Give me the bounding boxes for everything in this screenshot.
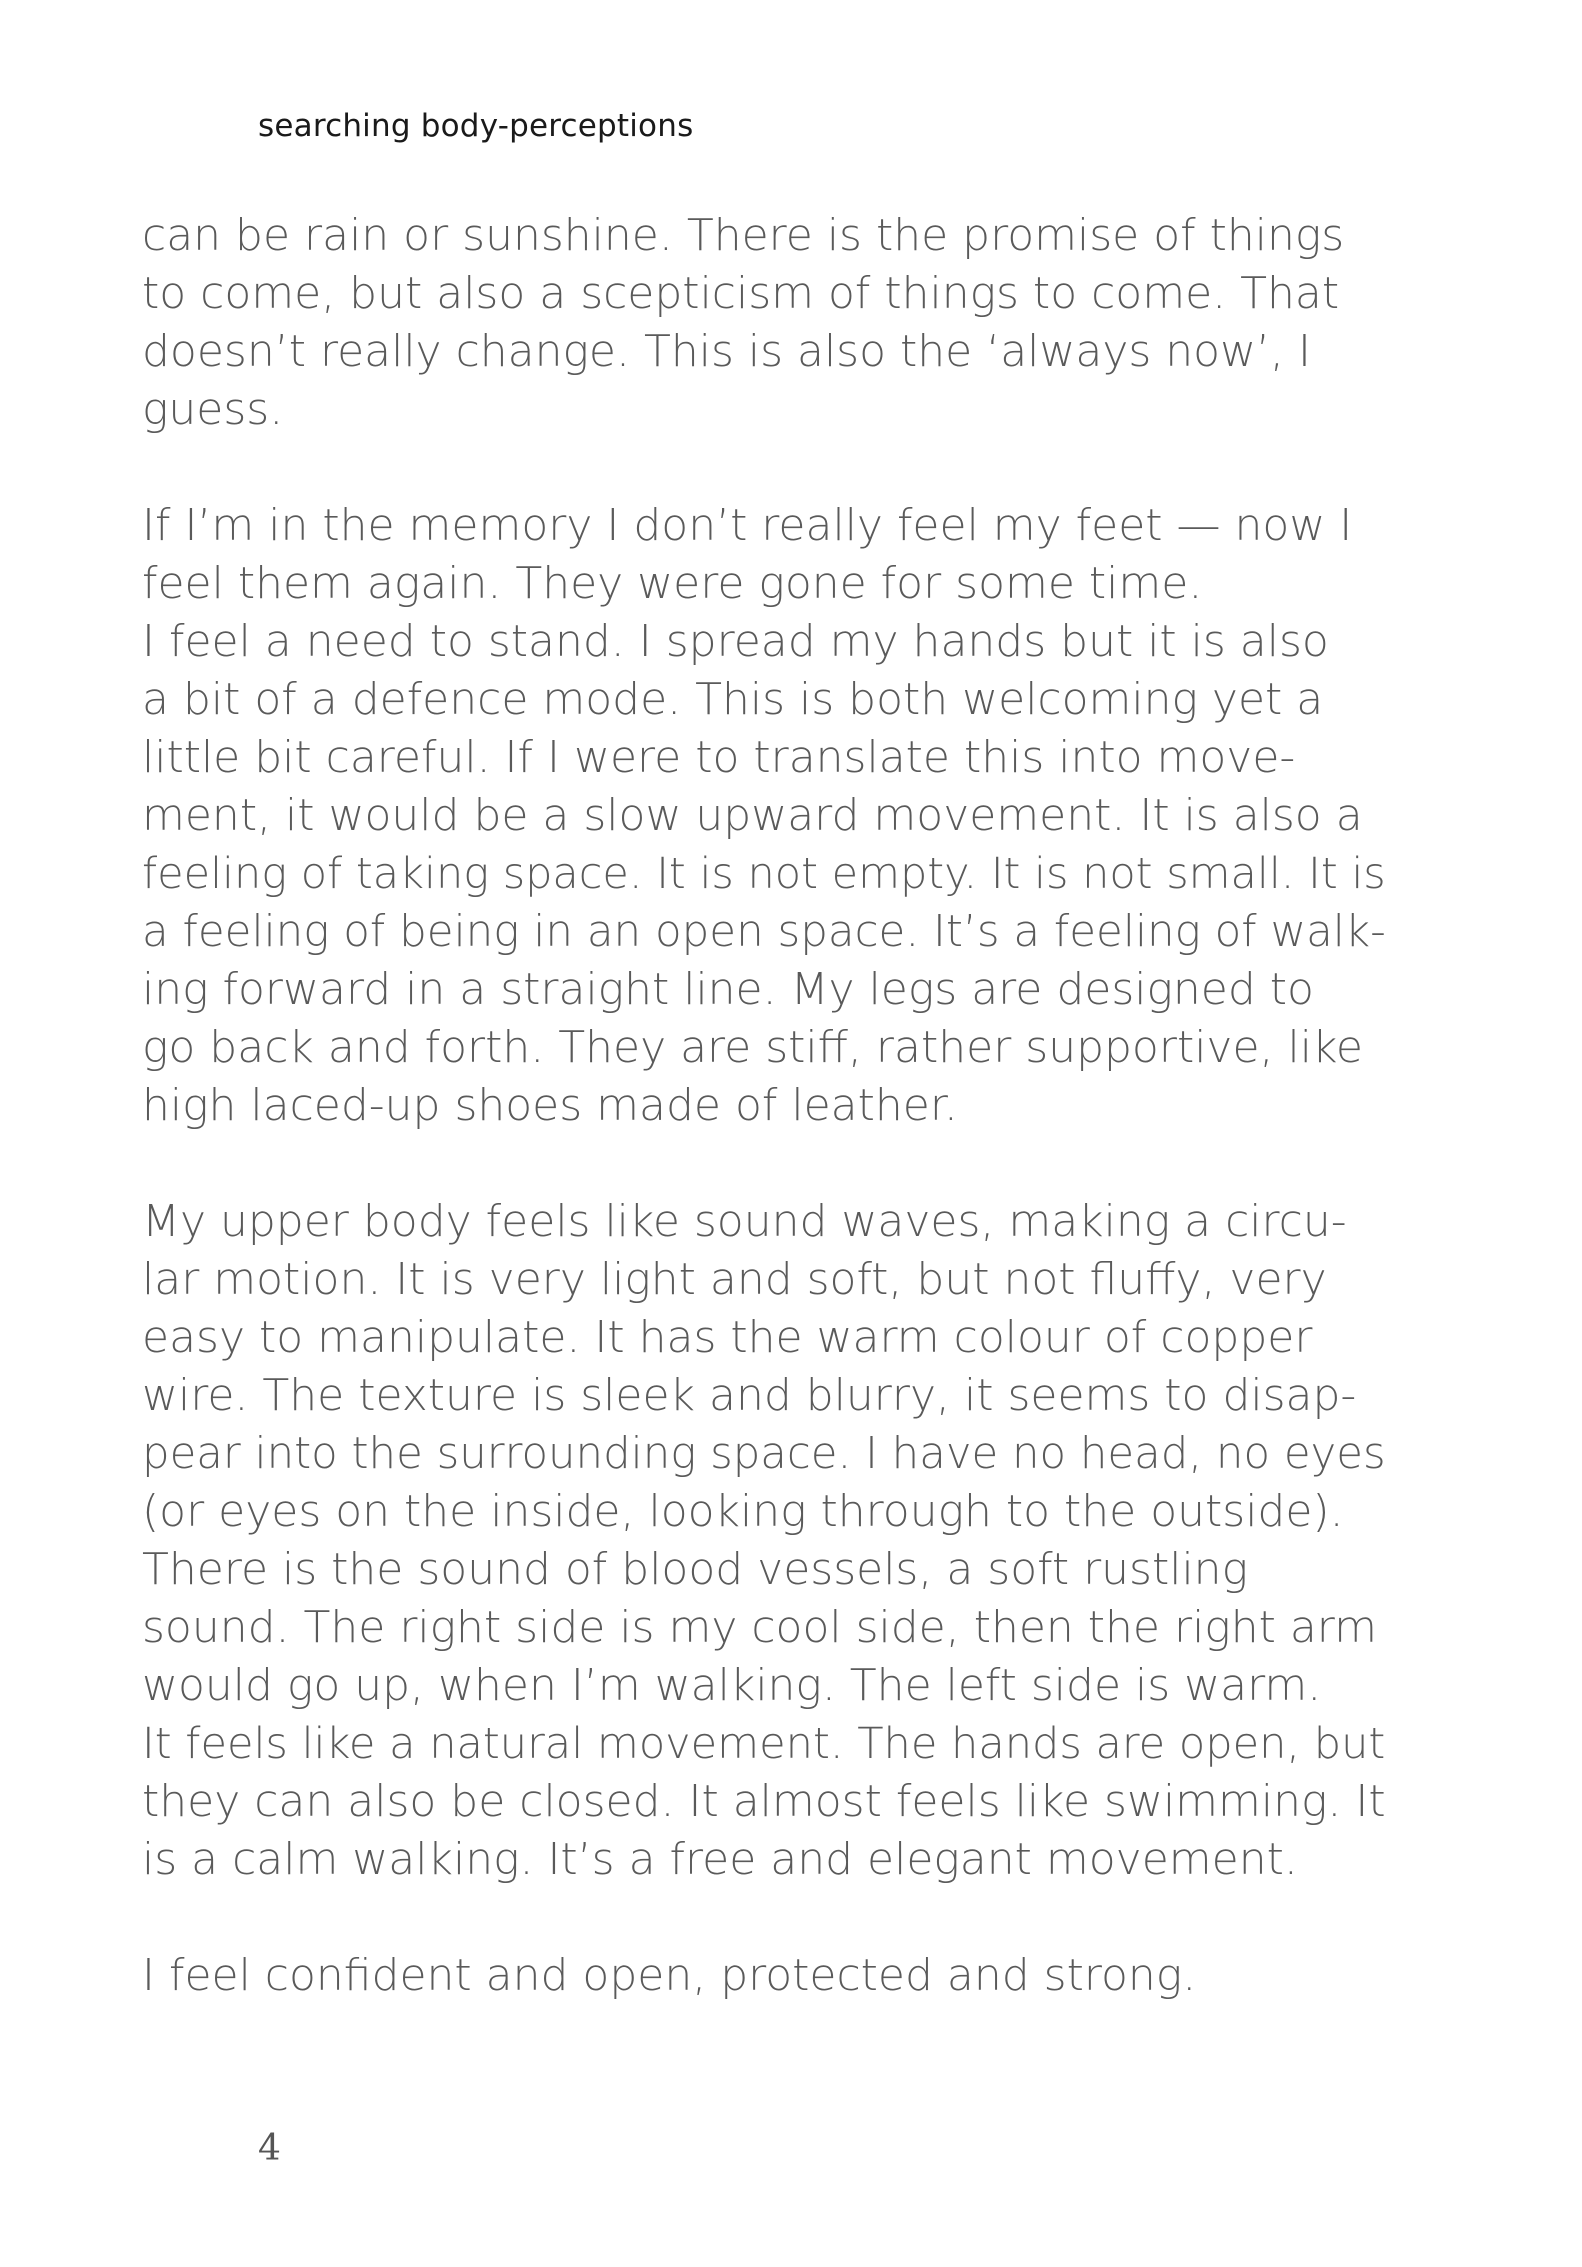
text-line: doesn’t really change. This is also the ‘always now’, I bbox=[142, 326, 1312, 377]
text-line: feel them again. They were gone for some time. bbox=[142, 558, 1203, 609]
text-line: high laced-up shoes made of leather. bbox=[142, 1080, 958, 1131]
text-line: feeling of taking space. It is not empty. It is not small. It is bbox=[142, 849, 1386, 899]
text-line: ment, it would be a slow upward movement. It is also a bbox=[142, 790, 1363, 841]
text-line: (or eyes on the inside, looking through to the outside). bbox=[142, 1486, 1344, 1537]
text-line: can be rain or sunshine. There is the promise of things bbox=[142, 210, 1345, 261]
text-line: easy to manipulate. It has the warm colour of copper bbox=[142, 1312, 1313, 1363]
text-line: If I’m in the memory I don’t really feel my feet — now I bbox=[142, 500, 1353, 551]
paragraph-4 bbox=[142, 1947, 1392, 2005]
paragraph-gap bbox=[142, 1889, 1392, 1947]
text-line: is a calm walking. It’s a free and elegant movement. bbox=[142, 1834, 1298, 1885]
text-line: My upper body feels like sound waves, making a circu- bbox=[142, 1196, 1347, 1247]
text-line: ing forward in a straight line. My legs are designed to bbox=[142, 964, 1314, 1015]
text-line: sound. The right side is my cool side, then the right arm bbox=[142, 1602, 1377, 1653]
text-line: I feel confident and open, protected and strong. bbox=[142, 1950, 1197, 2001]
body-text bbox=[142, 207, 1392, 2005]
text-line: wire. The texture is sleek and blurry, it seems to disap- bbox=[142, 1370, 1357, 1421]
paragraph-3 bbox=[142, 1193, 1392, 1889]
text-line: There is the sound of blood vessels, a soft rustling bbox=[142, 1544, 1248, 1595]
text-line: It feels like a natural movement. The hands are open, but bbox=[142, 1719, 1386, 1769]
text-line: a bit of a defence mode. This is both welcoming yet a bbox=[142, 674, 1324, 725]
paragraph-2 bbox=[142, 497, 1392, 1135]
text-line: I feel a need to stand. I spread my hands but it is also bbox=[142, 616, 1329, 667]
running-header: searching body-perceptions bbox=[258, 108, 694, 144]
text-line: guess. bbox=[142, 384, 284, 435]
text-line: lar motion. It is very light and soft, but not fluffy, very bbox=[142, 1254, 1327, 1305]
paragraph-gap bbox=[142, 439, 1392, 497]
text-line: a feeling of being in an open space. It’s a feeling of walk- bbox=[142, 907, 1386, 957]
text-line: pear into the surrounding space. I have no head, no eyes bbox=[142, 1429, 1386, 1479]
page-number: 4 bbox=[258, 2128, 281, 2169]
paragraph-gap bbox=[142, 1135, 1392, 1193]
text-line: little bit careful. If I were to translate this into move- bbox=[142, 732, 1296, 783]
text-line: would go up, when I’m walking. The left side is warm. bbox=[142, 1660, 1322, 1711]
text-line: go back and forth. They are stiff, rather supportive, like bbox=[142, 1022, 1363, 1073]
paragraph-1 bbox=[142, 207, 1392, 439]
text-line: they can also be closed. It almost feels like swimming. It bbox=[142, 1776, 1386, 1827]
text-line: to come, but also a scepticism of things to come. That bbox=[142, 268, 1340, 319]
